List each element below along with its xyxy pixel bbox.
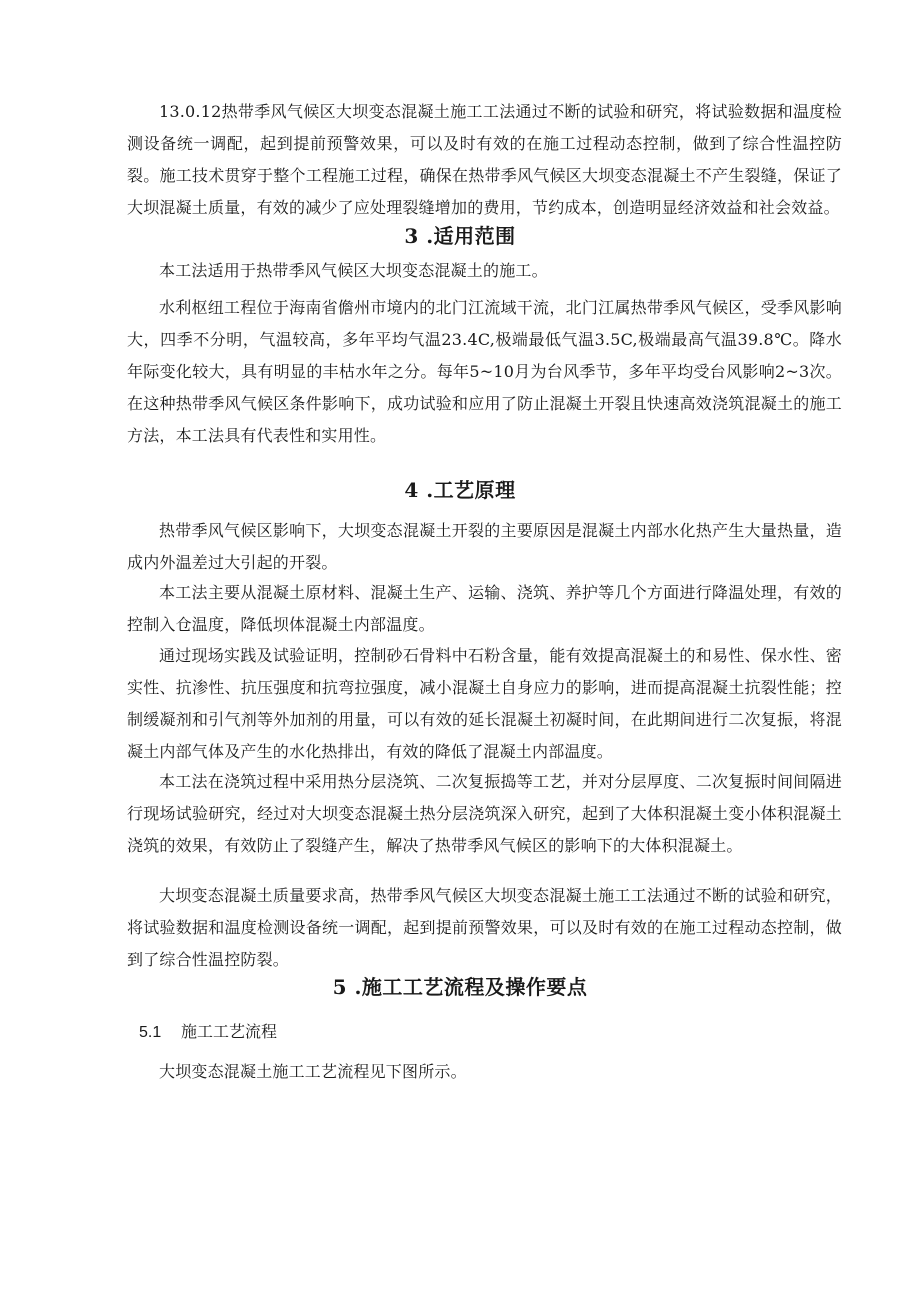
paragraph-intro: 13.0.12热带季风气候区大坝变态混凝土施工工法通过不断的试验和研究，将试验数据和温度检测设备统一调配，起到提前预警效果，可以及时有效的在施工过程动态控制，做到了综合性温控防裂。施工技术贯穿于整个工程施工过程，确保在热带季风气候区大坝变态混凝土不产生裂缝，保证了大坝混凝土质量，有效的减少了应处理裂缝增加的费用，节约成本，创造明显经济效益和社会效益。 <box>127 102 842 217</box>
section-heading-4: 4 .工艺原理 <box>404 478 516 502</box>
paragraph-layered-pouring: 本工法在浇筑过程中采用热分层浇筑、二次复振捣等工艺，并对分层厚度、二次复振时间间隔进行现场试验研究，经过对大坝变态混凝土热分层浇筑深入研究，起到了大体积混凝土变小体积混凝土浇筑的效果，有效防止了裂缝产生，解决了热带季风气候区的影响下的大体积混凝土。 <box>127 772 842 855</box>
subsection-5-1 <box>139 1020 277 1045</box>
section-heading-5: 5 .施工工艺流程及操作要点 <box>332 975 588 999</box>
subsection-title: 施工工艺流程 <box>181 1022 278 1041</box>
paragraph-scope: 本工法适用于热带季风气候区大坝变态混凝土的施工。 <box>159 261 548 280</box>
paragraph-project: 水利枢纽工程位于海南省儋州市境内的北门江流域干流，北门江属热带季风气候区，受季风影响大，四季不分明，气温较高，多年平均气温23.4C,极端最低气温3.5C,极端最高气温39.8℃。降水年际变化较大，具有明显的丰枯水年之分。每年5~10月为台风季节，多年平均受台风影响2~3次。在这种热带季风气候区条件影响下，成功试验和应用了防止混凝土开裂且快速高效浇筑混凝土的施工方法，本工法具有代表性和实用性。 <box>127 298 842 445</box>
paragraph-practice: 通过现场实践及试验证明，控制砂石骨料中石粉含量，能有效提高混凝土的和易性、保水性、密实性、抗渗性、抗压强度和抗弯拉强度，减小混凝土自身应力的影响，进而提高混凝土抗裂性能；控制缓凝剂和引气剂等外加剂的用量，可以有效的延长混凝土初凝时间，在此期间进行二次复振，将混凝土内部气体及产生的水化热排出，有效的降低了混凝土内部温度。 <box>127 646 842 761</box>
paragraph-flow-intro: 大坝变态混凝土施工工艺流程见下图所示。 <box>159 1062 467 1081</box>
paragraph-cooling: 本工法主要从混凝土原材料、混凝土生产、运输、浇筑、养护等几个方面进行降温处理，有效的控制入仓温度，降低坝体混凝土内部温度。 <box>127 583 842 634</box>
paragraph-cause: 热带季风气候区影响下，大坝变态混凝土开裂的主要原因是混凝土内部水化热产生大量热量，造成内外温差过大引起的开裂。 <box>127 521 842 572</box>
section-heading-3: 3 .适用范围 <box>404 224 516 248</box>
paragraph-quality: 大坝变态混凝土质量要求高，热带季风气候区大坝变态混凝土施工工法通过不断的试验和研究，将试验数据和温度检测设备统一调配，起到提前预警效果，可以及时有效的在施工过程动态控制，做到了综合性温控防裂。 <box>127 886 842 969</box>
subsection-number: 5.1 <box>139 1024 162 1041</box>
